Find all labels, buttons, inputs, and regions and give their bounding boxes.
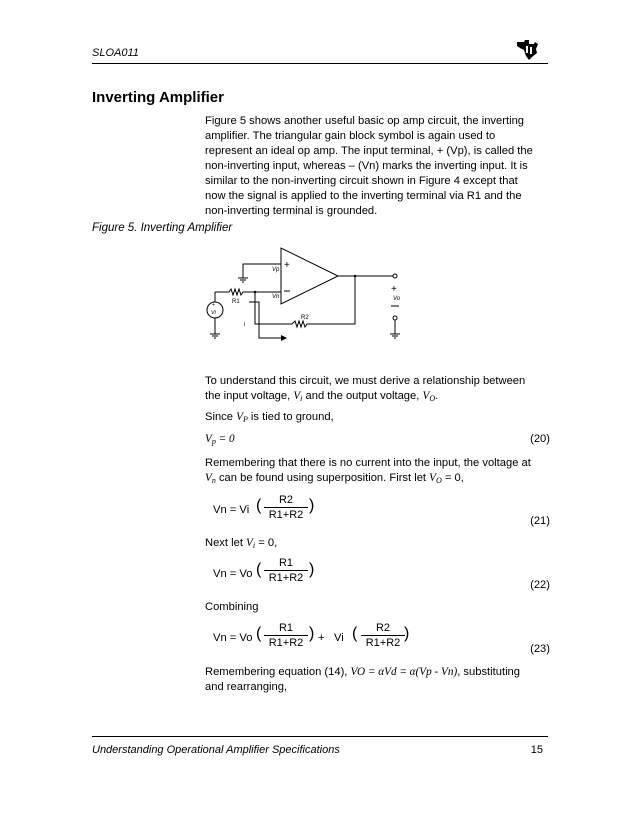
output-terminal-ground	[393, 316, 397, 320]
equation-23-fraction-1: $\frac{R1}{R1+R2}$	[264, 622, 308, 649]
footer-rule	[92, 736, 548, 737]
text-line: and rearranging,	[205, 681, 288, 693]
intro-paragraph	[205, 114, 550, 219]
output-plus: +	[391, 284, 397, 295]
equation-number: (20)	[530, 433, 550, 445]
equation-20: $V_p = 0$	[205, 433, 235, 446]
equation-23-plus: +	[318, 632, 325, 644]
vn-label: Vn	[272, 294, 280, 300]
text-line: Remembering that there is no current into the input, the voltage at	[205, 457, 531, 469]
current-arrow	[249, 302, 281, 338]
vo-label: Vo	[393, 296, 401, 302]
equation-22-lhs: Vn = Vo	[213, 568, 253, 580]
vi-label: Vi	[211, 310, 216, 316]
paragraph-next-let: Next let $V_i = 0$,	[205, 537, 278, 550]
page-number: 15	[530, 744, 543, 756]
equation-22-fraction: $\frac{R1}{R1+R2}$	[264, 557, 308, 584]
equation-23-vi: Vi	[334, 632, 344, 644]
footer-title: Understanding Operational Amplifier Specifications	[92, 744, 340, 756]
header-rule	[92, 63, 548, 64]
intro-line: non-inverting terminal is grounded.	[205, 205, 378, 217]
equation-23-fraction-2: $\frac{R2}{R1+R2}$	[361, 622, 405, 649]
op-amp-triangle	[281, 248, 338, 304]
paragraph-relationship	[205, 374, 550, 404]
figure-caption: Figure 5. Inverting Amplifier	[92, 222, 233, 234]
document-id: SLOA011	[92, 47, 139, 59]
r1-resistor	[215, 289, 255, 295]
inverting-amplifier-circuit	[195, 240, 420, 362]
ti-logo-icon	[514, 38, 540, 62]
paragraph-combining: Combining	[205, 601, 259, 613]
r1-label: R1	[232, 299, 240, 305]
section-title: Inverting Amplifier	[92, 89, 224, 106]
text-line: Remembering equation (14), VO = αVd = α(Vp - Vn), substituting	[205, 666, 520, 678]
equation-23-lhs: Vn = Vo	[213, 632, 253, 644]
intro-line: Figure 5 shows another useful basic op amp circuit, the inverting	[205, 115, 525, 127]
vp-label: Vp	[272, 267, 280, 273]
r2-label: R2	[301, 315, 309, 321]
text-line: the input voltage, $V_i$ and the output voltage, $V_O$.	[205, 390, 439, 403]
text-line: $V_n$ can be found using superposition. First let $V_O = 0$,	[205, 472, 464, 485]
paragraph-vp-ground: Since $V_P$ is tied to ground,	[205, 411, 334, 424]
intro-line: similar to the non-inverting circuit shown in Figure 4 except that	[205, 175, 518, 187]
intro-line: represent an ideal op amp. The input terminal, + (Vp), is called the	[205, 145, 533, 157]
equation-number: (22)	[530, 579, 550, 591]
intro-line: now the signal is applied to the inverting terminal via R1 and the	[205, 190, 522, 202]
paragraph-rearranging	[205, 665, 550, 695]
source-plus: +	[212, 302, 215, 308]
intro-line: amplifier. The triangular gain block symbol is again used to	[205, 130, 496, 142]
text-line: To understand this circuit, we must derive a relationship between	[205, 375, 526, 387]
paragraph-superposition	[205, 456, 550, 486]
equation-21-lhs: Vn = Vi	[213, 504, 250, 516]
equation-number: (23)	[530, 643, 550, 655]
current-label: i	[244, 322, 246, 328]
equation-21-fraction: $\frac{R2}{R1+R2}$	[264, 494, 308, 521]
equation-number: (21)	[530, 515, 550, 527]
output-terminal	[393, 274, 397, 278]
intro-line: non-inverting input, whereas – (Vn) marks the inverting input. It is	[205, 160, 528, 172]
plus-sign: +	[284, 260, 290, 271]
